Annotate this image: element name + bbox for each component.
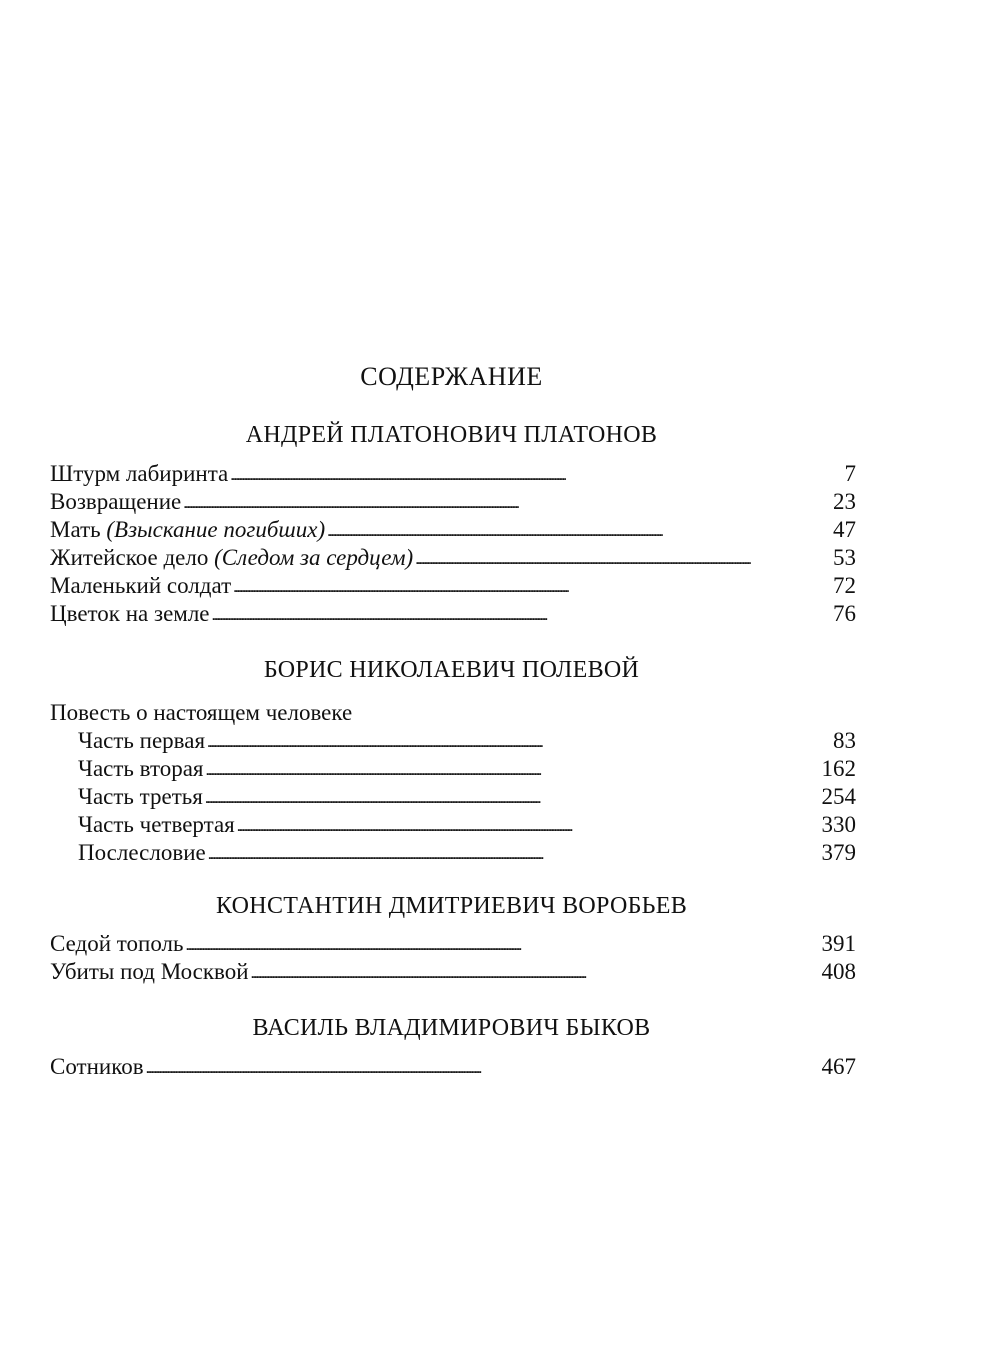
entries-polevoy [50, 699, 856, 867]
entry-page-number: 53 [833, 545, 856, 570]
toc-entry[interactable] [50, 727, 856, 755]
dot-leader [212, 599, 830, 630]
toc-entry[interactable] [50, 600, 856, 628]
dot-leader [208, 838, 819, 869]
entry-page-number: 47 [833, 517, 856, 542]
dot-leader [146, 1052, 819, 1083]
entry-title: Житейское дело (Следом за сердцем) [50, 545, 414, 570]
toc-entry[interactable] [50, 783, 856, 811]
toc-entry[interactable] [50, 544, 856, 572]
dot-leader [205, 754, 818, 785]
author-heading-vorobyov: КОНСТАНТИН ДМИТРИЕВИЧ ВОРОБЬЕВ [215, 893, 688, 919]
dot-leader [230, 459, 841, 490]
entries-platonov [50, 460, 856, 628]
dot-leader [205, 782, 819, 813]
entry-page-number: 330 [821, 812, 856, 837]
entries-bykov [50, 1053, 856, 1081]
dot-leader [183, 487, 830, 518]
author-heading-platonov: АНДРЕЙ ПЛАТОНОВИЧ ПЛАТОНОВ [245, 422, 658, 448]
entry-page-number: 408 [821, 959, 856, 984]
toc-entry[interactable] [50, 755, 856, 783]
entry-title: Сотников [50, 1054, 144, 1079]
work-heading: Повесть о настоящем человеке [50, 700, 353, 725]
toc-entry[interactable] [50, 930, 856, 958]
entry-page-number: 23 [833, 489, 856, 514]
entry-page-number: 76 [833, 601, 856, 626]
entry-page-number: 391 [821, 931, 856, 956]
author-heading-polevoy: БОРИС НИКОЛАЕВИЧ ПОЛЕВОЙ [263, 657, 640, 683]
entry-title: Седой тополь [50, 931, 184, 956]
toc-entry[interactable] [50, 516, 856, 544]
entry-page-number: 7 [844, 461, 856, 486]
entry-page-number: 83 [833, 728, 856, 753]
entry-page-number: 254 [821, 784, 856, 809]
entry-title: Убиты под Москвой [50, 959, 249, 984]
entry-title: Маленький солдат [50, 573, 232, 598]
entry-title: Часть вторая [78, 756, 204, 781]
toc-entry[interactable] [50, 1053, 856, 1081]
toc-entry[interactable] [50, 839, 856, 867]
entry-title: Послесловие [78, 840, 206, 865]
toc-entry[interactable] [50, 572, 856, 600]
toc-entry[interactable] [50, 488, 856, 516]
dot-leader [251, 957, 819, 988]
dot-leader [327, 515, 830, 546]
dot-leader [233, 571, 830, 602]
author-heading-bykov: ВАСИЛЬ ВЛАДИМИРОВИЧ БЫКОВ [252, 1015, 651, 1041]
entry-title: Часть четвертая [78, 812, 235, 837]
entry-title: Часть первая [78, 728, 206, 753]
dot-leader [415, 543, 830, 574]
entry-page-number: 467 [821, 1054, 856, 1079]
entry-title: Возвращение [50, 489, 182, 514]
dot-leader [186, 929, 819, 960]
entry-title: Часть третья [78, 784, 203, 809]
toc-entry[interactable] [50, 958, 856, 986]
entry-title: Штурм лабиринта [50, 461, 229, 486]
entry-title: Цветок на земле [50, 601, 210, 626]
page-title: СОДЕРЖАНИЕ [360, 362, 543, 391]
entry-page-number: 162 [821, 756, 856, 781]
entry-page-number: 379 [821, 840, 856, 865]
entry-page-number: 72 [833, 573, 856, 598]
entries-vorobyov [50, 930, 856, 986]
dot-leader [237, 810, 819, 841]
dot-leader [207, 726, 830, 757]
toc-entry[interactable] [50, 460, 856, 488]
entry-title: Мать (Взыскание погибших) [50, 517, 326, 542]
toc-entry[interactable] [50, 811, 856, 839]
